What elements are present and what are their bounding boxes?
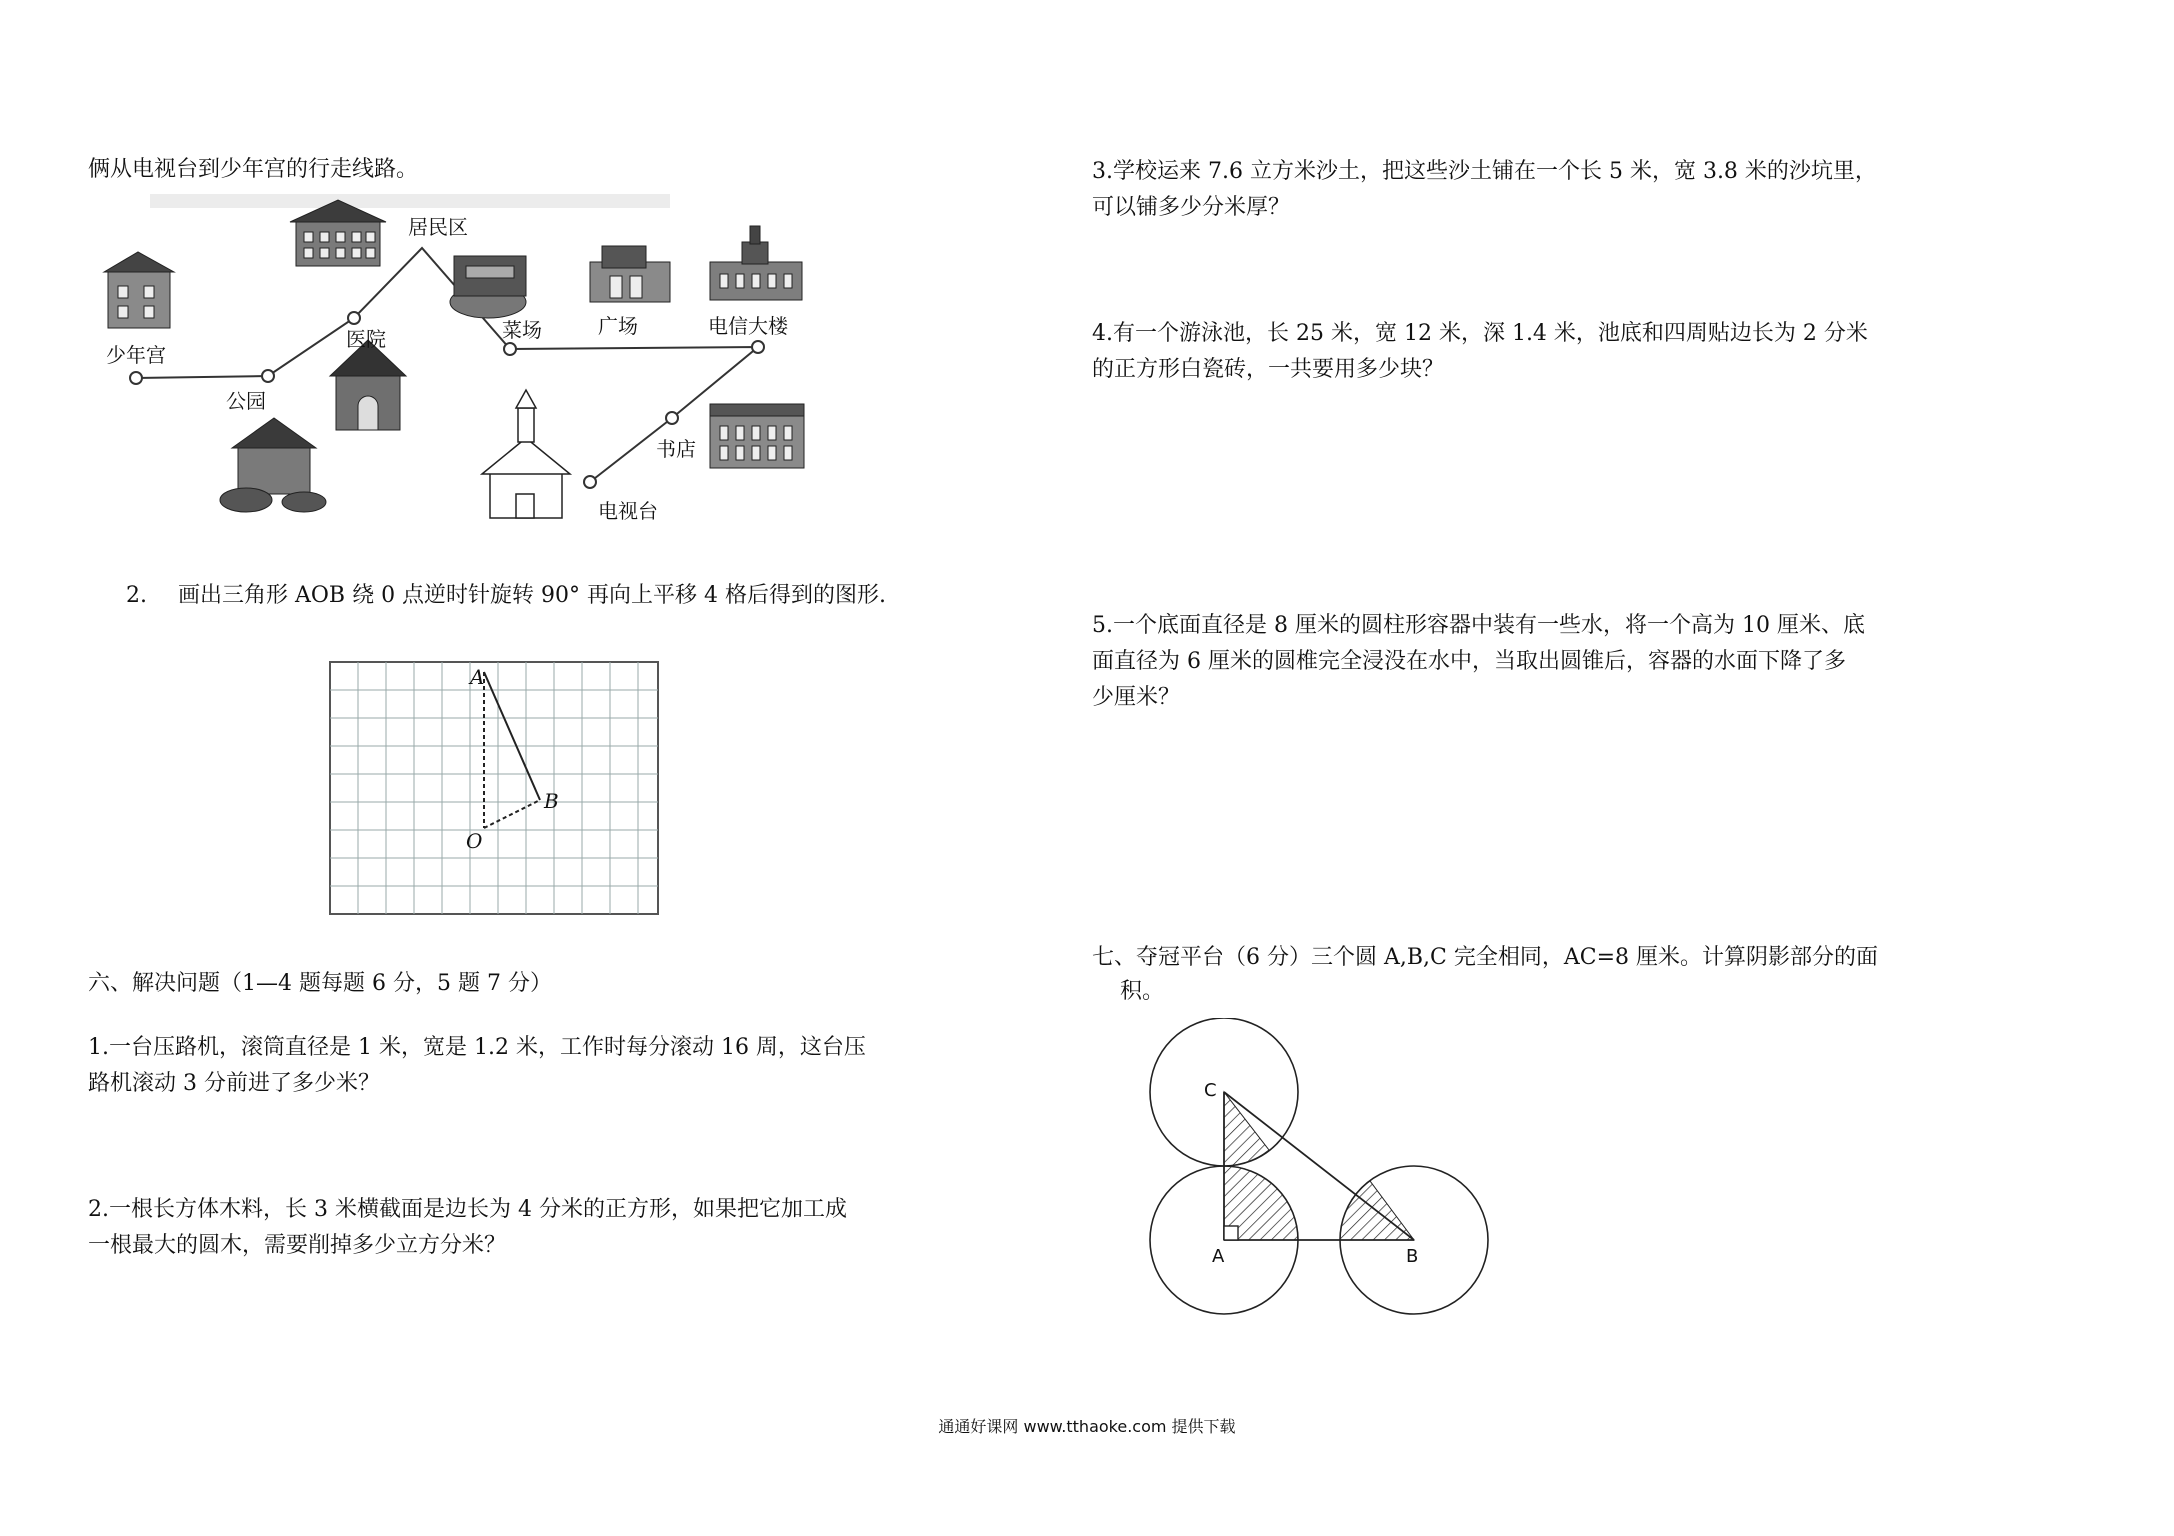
circle-label-c: C (1204, 1080, 1217, 1101)
building-icon-guangchang (590, 246, 670, 302)
problem4-line1: 4.有一个游泳池，长 25 米，宽 12 米，深 1.4 米，池底和四周贴边长为 2 分米 (1092, 321, 1868, 346)
node-shudian (666, 412, 678, 424)
problem1-line2: 路机滚动 3 分前进了多少米？ (88, 1071, 380, 1096)
shaded-sector-c (1224, 1092, 1269, 1166)
circle-label-b: B (1406, 1246, 1419, 1267)
label-shudian: 书店 (656, 437, 696, 461)
q2-text: 画出三角形 AOB 绕 0 点逆时针旋转 90° 再向上平移 4 格后得到的图形. (178, 583, 887, 608)
route-map-figure (90, 190, 820, 530)
building-icon-dianshitai (482, 390, 570, 518)
grid-figure (326, 658, 666, 918)
section7-line2: 积。 (1120, 979, 1165, 1004)
point-a-label: A (470, 665, 485, 689)
node-shaoniangong (130, 372, 142, 384)
label-jumin: 居民区 (408, 215, 468, 239)
building-icon-yiyuan (330, 340, 406, 430)
label-gongyuan: 公园 (226, 389, 266, 413)
node-dianshitai (584, 476, 596, 488)
building-icon-shudian (710, 404, 804, 468)
building-icon-jumin (290, 200, 386, 266)
problem1-line1: 1.一台压路机，滚筒直径是 1 米，宽是 1.2 米，工作时每分滚动 16 周，这台压 (88, 1035, 866, 1060)
label-yiyuan: 医院 (346, 327, 386, 351)
intro-line: 俩从电视台到少年宫的行走线路。 (88, 157, 419, 182)
building-icon-caichang (450, 256, 526, 318)
problem3-line2: 可以铺多少分米厚？ (1092, 195, 1291, 220)
node-caichang (504, 343, 516, 355)
circle-label-a: A (1212, 1246, 1225, 1267)
problem4-line2: 的正方形白瓷砖，一共要用多少块？ (1092, 357, 1445, 382)
label-shaoniangong: 少年宫 (106, 343, 166, 367)
building-icon-dianxin (710, 226, 802, 300)
label-caichang: 菜场 (502, 318, 542, 342)
problem2-line1: 2.一根长方体木料，长 3 米横截面是边长为 4 分米的正方形，如果把它加工成 (88, 1197, 847, 1222)
node-yiyuan (348, 312, 360, 324)
problem5-line1: 5.一个底面直径是 8 厘米的圆柱形容器中装有一些水，将一个高为 10 厘米、底 (1092, 613, 1865, 638)
page-footer: 通通好课网 www.tthaoke.com 提供下载 (938, 1417, 1236, 1436)
building-icon-shaoniangong (104, 252, 174, 328)
label-dianxin: 电信大楼 (708, 314, 788, 338)
label-guangchang: 广场 (598, 314, 638, 338)
point-o-label: O (466, 829, 483, 853)
circles-figure (1142, 1018, 1492, 1336)
problem2-line2: 一根最大的圆木，需要削掉多少立方分米？ (88, 1233, 507, 1258)
section7-line1: 七、夺冠平台（6 分）三个圆 A,B,C 完全相同，AC=8 厘米。计算阴影部分的面 (1092, 945, 1878, 970)
problem3-line1: 3.学校运来 7.6 立方米沙土，把这些沙土铺在一个长 5 米，宽 3.8 米的沙坑里， (1092, 159, 1877, 184)
building-icon-gongyuan (220, 418, 326, 512)
label-dianshitai: 电视台 (598, 499, 658, 523)
problem5-line2: 面直径为 6 厘米的圆椎完全浸没在水中，当取出圆锥后，容器的水面下降了多 (1092, 649, 1846, 674)
problem5-line3: 少厘米？ (1092, 685, 1181, 710)
point-b-label: B (544, 789, 559, 813)
q2-number: 2. (126, 583, 147, 608)
node-gongyuan (262, 370, 274, 382)
section6-title: 六、解决问题（1—4 题每题 6 分，5 题 7 分） (88, 971, 552, 996)
node-dianxin (752, 341, 764, 353)
